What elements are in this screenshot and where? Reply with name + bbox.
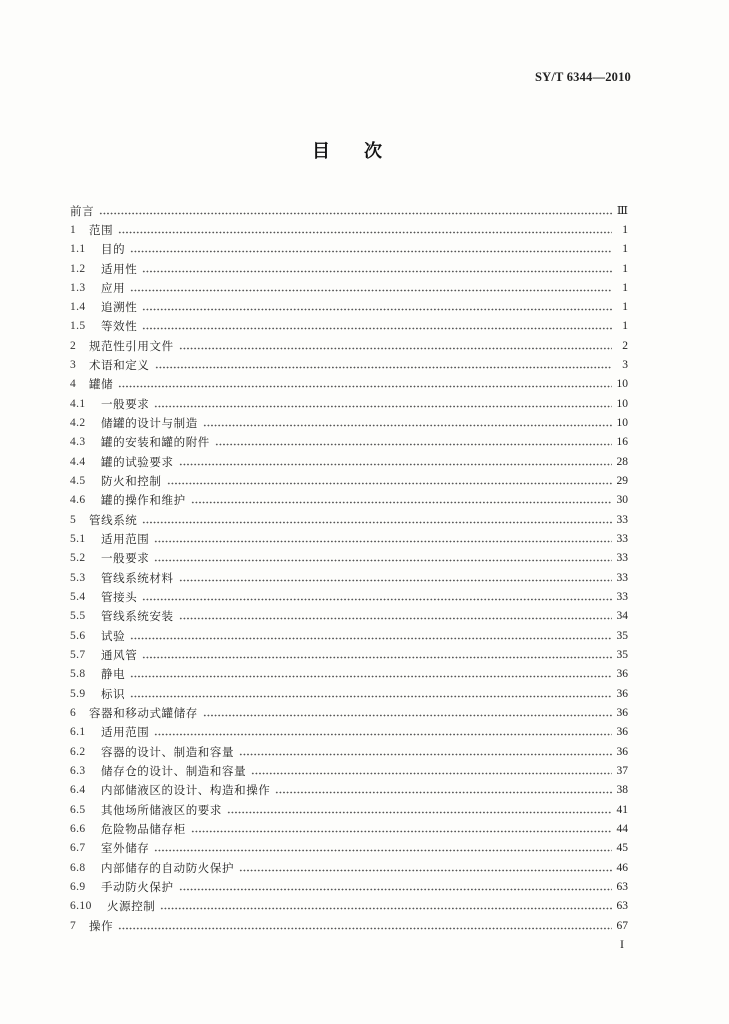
- toc-entry-title: 规范性引用文件: [89, 338, 174, 353]
- toc-entry-title: 内部储存的自动防火保护: [101, 860, 235, 875]
- toc-entry-title: 静电: [101, 667, 126, 682]
- toc-entry-title: 其他场所储液区的要求: [101, 802, 222, 817]
- toc-entry-page: 29: [616, 475, 628, 487]
- toc-entry-title: 室外储存: [101, 841, 150, 856]
- toc-entry-title: 前言: [70, 203, 95, 218]
- toc-entry-page: 28: [616, 455, 628, 468]
- toc-entry: [70, 781, 628, 800]
- toc-dot-leader: [155, 366, 613, 369]
- toc-entry-title: 罐的试验要求: [101, 454, 174, 469]
- toc-entry: [70, 356, 628, 375]
- toc-entry: [70, 453, 628, 472]
- toc-entry-number: 5.4: [70, 591, 86, 603]
- toc-entry-number: 1: [70, 223, 77, 236]
- toc-entry-page: 67: [616, 919, 628, 932]
- toc-entry: [70, 317, 628, 336]
- toc-entry-page: 1: [622, 223, 628, 236]
- toc-entry: [70, 240, 628, 259]
- toc-entry-number: 5.8: [70, 668, 86, 681]
- toc-entry-page: 10: [616, 417, 628, 430]
- toc-entry-page: 3: [622, 359, 628, 372]
- toc-entry-title: 一般要求: [101, 396, 150, 411]
- toc-entry-number: 2: [70, 339, 77, 352]
- toc-dot-leader: [203, 424, 612, 427]
- toc-entry-number: 6.3: [70, 764, 86, 777]
- toc-dot-leader: [179, 579, 612, 582]
- toc-entry-number: 1.2: [70, 262, 86, 275]
- toc-entry: [70, 414, 628, 433]
- toc-entry-title: 范围: [89, 222, 114, 237]
- toc-dot-leader: [215, 443, 612, 446]
- toc-entry-page: 36: [616, 687, 628, 700]
- toc-entry-title: 术语和定义: [89, 358, 150, 373]
- toc-entry-number: 6.1: [70, 726, 86, 739]
- toc-entry-number: 5.3: [70, 571, 86, 584]
- toc-entry: [70, 897, 628, 916]
- toc-entry-title: 容器的设计、制造和容量: [101, 744, 235, 759]
- toc-entry: [70, 820, 628, 839]
- toc-entry-page: 37: [616, 764, 628, 777]
- toc-entry: [70, 491, 628, 510]
- toc-entry-title: 危险物品储存柜: [101, 821, 186, 836]
- toc-dot-leader: [154, 405, 612, 408]
- toc-entry-page: 63: [616, 900, 628, 913]
- toc-entry-page: 44: [616, 822, 628, 835]
- toc-entry: [70, 588, 628, 607]
- toc-dot-leader: [191, 501, 612, 504]
- toc-entry-title: 罐的操作和维护: [101, 493, 186, 508]
- toc-entry: [70, 260, 628, 279]
- toc-entry-number: 6.8: [70, 861, 86, 874]
- toc-entry-page: 10: [616, 397, 628, 410]
- toc-entry-page: 33: [616, 571, 628, 584]
- toc-dot-leader: [203, 714, 612, 717]
- toc-entry-page: 33: [616, 591, 628, 603]
- toc-entry-title: 手动防火保护: [101, 879, 174, 894]
- toc-dot-leader: [167, 482, 613, 485]
- toc-entry: [70, 646, 628, 665]
- toc-dot-leader: [179, 347, 612, 350]
- toc-entry-page: 1: [622, 320, 628, 333]
- toc-entry-page: 36: [616, 706, 628, 719]
- footer-page-number: I: [620, 937, 624, 951]
- toc-entry-page: 46: [616, 861, 628, 874]
- toc-entry-title: 容器和移动式罐储存: [89, 705, 198, 720]
- toc-entry-title: 操作: [89, 918, 114, 933]
- toc-dot-leader: [227, 811, 612, 814]
- toc-dot-leader: [142, 656, 612, 659]
- toc-entry-title: 罐的安装和罐的附件: [101, 435, 210, 450]
- toc-entry-title: 适用范围: [101, 725, 150, 740]
- toc-dot-leader: [142, 270, 612, 273]
- toc-entry-title: 火源控制: [107, 899, 156, 914]
- toc-entry: [70, 279, 628, 298]
- toc-entry-page: 33: [616, 552, 628, 565]
- toc-entry: [70, 530, 628, 549]
- toc-entry-page: 36: [616, 668, 628, 681]
- toc-entry-number: 5.1: [70, 533, 86, 545]
- toc-entry-number: 5: [70, 513, 77, 526]
- toc-entry-number: 5.5: [70, 610, 86, 623]
- toc-dot-leader: [142, 521, 612, 524]
- toc-entry: [70, 375, 628, 394]
- toc-entry-title: 适用范围: [101, 532, 150, 546]
- toc-entry: [70, 511, 628, 530]
- toc-dot-leader: [179, 463, 612, 466]
- toc-entry-number: 4.4: [70, 455, 86, 468]
- toc-entry-title: 应用: [101, 280, 126, 295]
- toc-heading: 目 次: [312, 141, 390, 162]
- toc-entry-number: 6.4: [70, 784, 86, 797]
- toc-entry-title: 管接头: [101, 590, 138, 604]
- toc-entry-page: 16: [616, 436, 628, 449]
- toc-entry-page: Ⅲ: [616, 204, 628, 217]
- toc-entry-page: 33: [616, 533, 628, 545]
- toc-dot-leader: [99, 212, 612, 215]
- toc-entry-page: 1: [622, 262, 628, 275]
- toc-entry: [70, 627, 628, 646]
- toc-entry-title: 目的: [101, 242, 126, 257]
- toc-entry-number: 5.9: [70, 687, 86, 700]
- toc-entry-number: 4.5: [70, 475, 86, 487]
- toc-entry-title: 内部储液区的设计、构造和操作: [101, 783, 271, 798]
- toc-entry-page: 36: [616, 745, 628, 758]
- toc-entry-title: 追溯性: [101, 300, 138, 315]
- toc-entry: [70, 723, 628, 742]
- toc-dot-leader: [179, 888, 612, 891]
- toc-dot-leader: [142, 598, 612, 601]
- toc-entry-title: 储存仓的设计、制造和容量: [101, 763, 247, 778]
- toc-entry-number: 5.2: [70, 552, 86, 565]
- toc-entry: [70, 839, 628, 858]
- toc-entry-number: 5.6: [70, 629, 86, 642]
- toc-entry: [70, 472, 628, 491]
- toc-list: [70, 0, 628, 1024]
- toc-dot-leader: [130, 695, 612, 698]
- toc-entry: [70, 917, 628, 936]
- toc-entry-title: 通风管: [101, 648, 138, 662]
- toc-entry: [70, 801, 628, 820]
- toc-dot-leader: [239, 753, 612, 756]
- toc-entry-number: 4.3: [70, 436, 86, 449]
- toc-entry: [70, 337, 628, 356]
- toc-entry: [70, 433, 628, 452]
- toc-entry: [70, 665, 628, 684]
- toc-dot-leader: [251, 772, 612, 775]
- toc-dot-leader: [130, 250, 612, 253]
- toc-entry: [70, 859, 628, 878]
- toc-entry-page: 38: [616, 784, 628, 797]
- toc-entry-number: 5.7: [70, 649, 86, 661]
- toc-dot-leader: [130, 289, 612, 292]
- toc-dot-leader: [142, 308, 612, 311]
- toc-dot-leader: [179, 617, 612, 620]
- toc-entry-title: 适用性: [101, 261, 138, 276]
- toc-entry-title: 等效性: [101, 319, 138, 334]
- toc-entry-number: 4: [70, 378, 77, 391]
- toc-entry: [70, 298, 628, 317]
- toc-dot-leader: [118, 385, 612, 388]
- toc-entry-number: 4.2: [70, 417, 86, 430]
- toc-dot-leader: [130, 675, 612, 678]
- standard-number: SY/T 6344—2010: [535, 70, 631, 84]
- toc-entry-title: 管线系统: [89, 512, 138, 527]
- toc-entry-number: 6.10: [70, 900, 92, 913]
- toc-entry-page: 1: [622, 243, 628, 256]
- toc-entry-page: 30: [616, 494, 628, 507]
- toc-entry-page: 36: [616, 726, 628, 739]
- toc-entry-page: 41: [616, 803, 628, 816]
- toc-entry-page: 34: [616, 610, 628, 623]
- toc-dot-leader: [154, 559, 612, 562]
- toc-entry-page: 63: [616, 880, 628, 893]
- toc-entry-number: 4.6: [70, 494, 86, 507]
- toc-entry: [70, 762, 628, 781]
- toc-entry: [70, 878, 628, 897]
- toc-entry: [70, 569, 628, 588]
- toc-dot-leader: [275, 791, 612, 794]
- toc-entry-number: 4.1: [70, 397, 86, 410]
- toc-entry-page: 2: [622, 339, 628, 352]
- toc-entry-title: 储罐的设计与制造: [101, 416, 198, 431]
- toc-entry: [70, 549, 628, 568]
- toc-entry-page: 45: [616, 842, 628, 855]
- toc-entry-number: 6.9: [70, 880, 86, 893]
- toc-entry-title: 管线系统安装: [101, 609, 174, 624]
- toc-entry-page: 10: [616, 378, 628, 391]
- toc-entry-title: 一般要求: [101, 551, 150, 566]
- toc-entry-number: 1.4: [70, 301, 86, 314]
- toc-dot-leader: [191, 830, 612, 833]
- toc-dot-leader: [130, 637, 612, 640]
- toc-dot-leader: [142, 327, 612, 330]
- toc-entry-number: 3: [70, 359, 77, 372]
- toc-entry-number: 1.3: [70, 281, 86, 294]
- toc-entry-page: 1: [622, 301, 628, 314]
- toc-entry-page: 35: [616, 649, 628, 661]
- toc-entry-number: 7: [70, 919, 77, 932]
- toc-dot-leader: [239, 869, 612, 872]
- toc-entry-title: 防火和控制: [101, 474, 162, 488]
- toc-entry: [70, 607, 628, 626]
- toc-dot-leader: [160, 907, 612, 910]
- toc-entry-title: 罐储: [89, 377, 114, 392]
- toc-entry: [70, 202, 628, 221]
- toc-entry-title: 试验: [101, 628, 126, 643]
- toc-entry: [70, 685, 628, 704]
- toc-entry-title: 管线系统材料: [101, 570, 174, 585]
- toc-entry: [70, 743, 628, 762]
- toc-entry-number: 6.5: [70, 803, 86, 816]
- toc-entry-page: 1: [622, 281, 628, 294]
- toc-entry-page: 33: [616, 513, 628, 526]
- toc-entry: [70, 221, 628, 240]
- toc-dot-leader: [118, 927, 612, 930]
- toc-entry: [70, 704, 628, 723]
- toc-entry-number: 6.6: [70, 822, 86, 835]
- toc-dot-leader: [154, 540, 612, 543]
- toc-entry-number: 6.7: [70, 842, 86, 855]
- toc-entry-number: 1.1: [70, 243, 86, 256]
- toc-entry-number: 6: [70, 706, 77, 719]
- toc-dot-leader: [154, 733, 612, 736]
- toc-entry-number: 6.2: [70, 745, 86, 758]
- toc-entry-number: 1.5: [70, 320, 86, 333]
- toc-dot-leader: [154, 849, 612, 852]
- toc-dot-leader: [118, 231, 612, 234]
- toc-entry-page: 35: [616, 629, 628, 642]
- toc-entry: [70, 395, 628, 414]
- toc-entry-title: 标识: [101, 686, 126, 701]
